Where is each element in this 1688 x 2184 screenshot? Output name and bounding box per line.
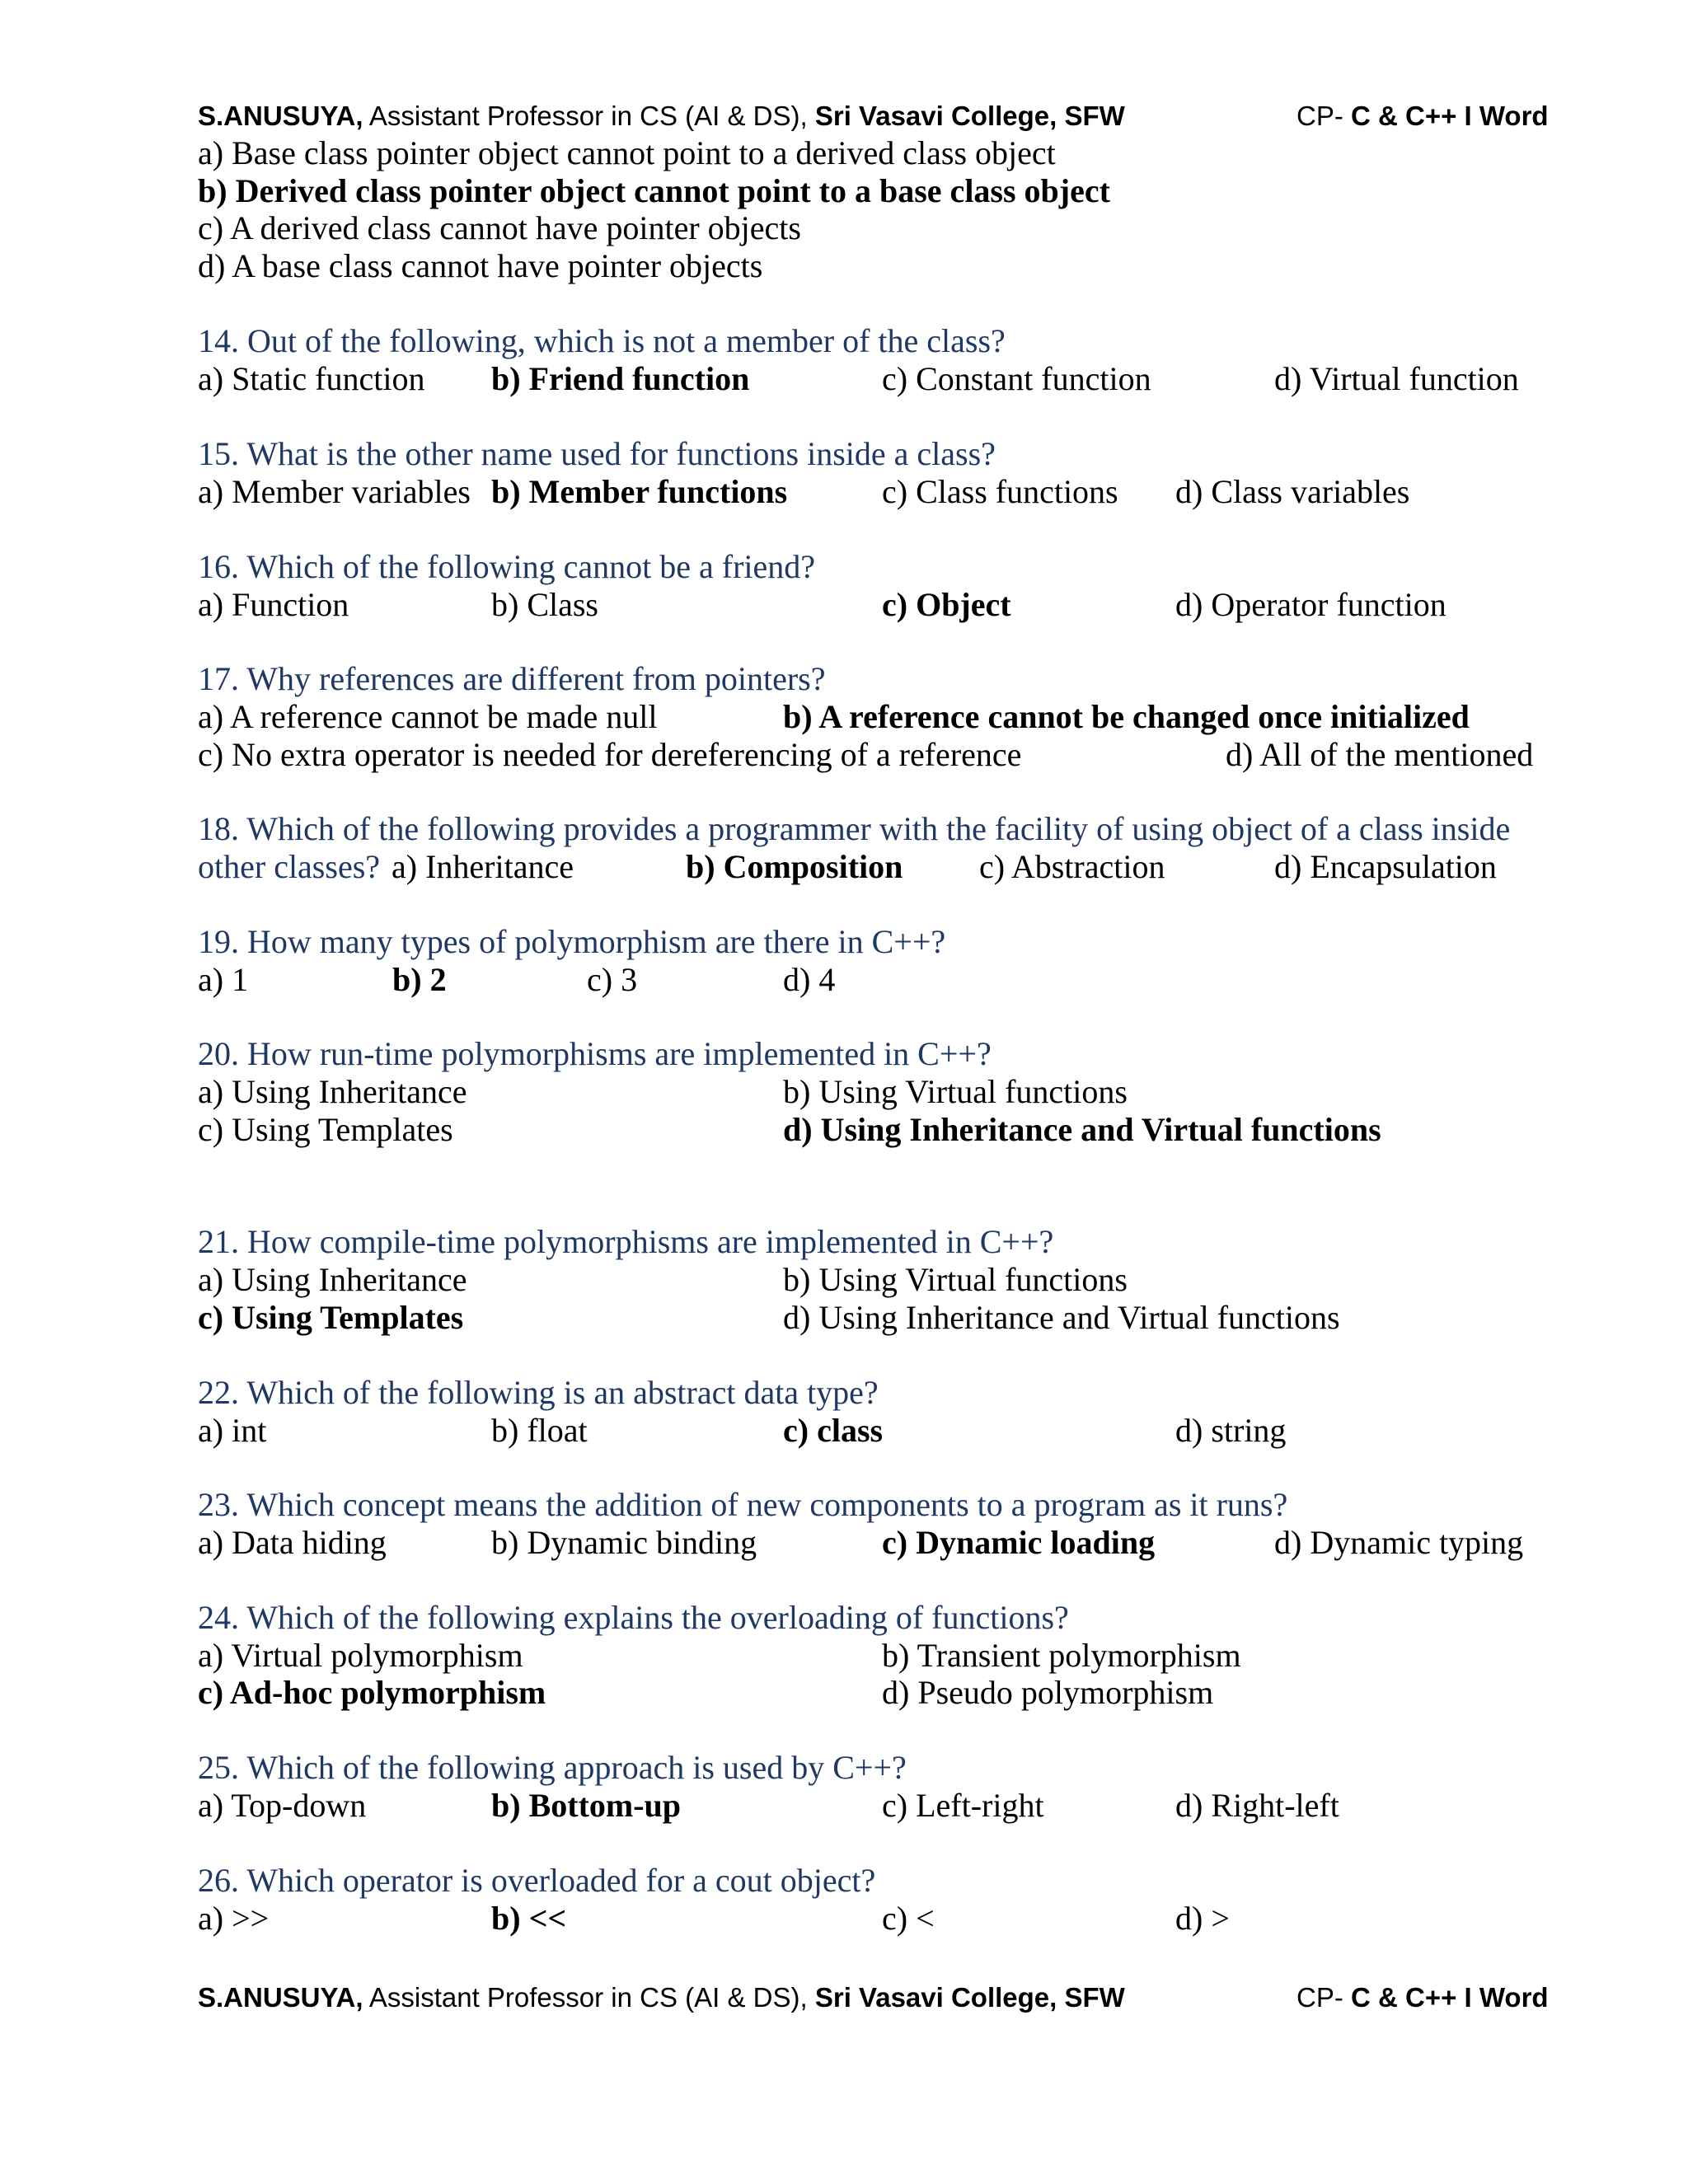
footer-author-name: S.ANUSUYA, <box>198 1982 363 2013</box>
q26-option-d: d) > <box>1175 1900 1230 1937</box>
q26-option-a: a) >> <box>198 1900 270 1937</box>
q26-option-b-answer: b) << <box>491 1900 567 1937</box>
q24-option-d: d) Pseudo polymorphism <box>882 1674 1214 1711</box>
q13-option-a: a) Base class pointer object cannot point to a derived class object <box>198 134 1056 171</box>
q18-option-d: d) Encapsulation <box>1274 848 1497 885</box>
q18-option-a: a) Inheritance <box>392 848 574 885</box>
q23-option-c-answer: c) Dynamic loading <box>882 1524 1156 1561</box>
course-label: CP- C & C++ I Word <box>1296 101 1549 131</box>
page-header <box>198 101 1125 132</box>
q18-question-line2: other classes? <box>198 848 381 885</box>
q19-option-a: a) 1 <box>198 961 249 998</box>
q18-question-line1: 18. Which of the following provides a programmer with the facility of using object of a class inside <box>198 810 1511 847</box>
q16-option-c-answer: c) Object <box>882 586 1011 623</box>
q15-option-b-answer: b) Member functions <box>491 473 788 510</box>
q15-option-a: a) Member variables <box>198 473 471 510</box>
q22-option-b: b) float <box>491 1412 588 1449</box>
footer-course-label: CP- C & C++ I Word <box>1296 1982 1549 2013</box>
q18-option-b-answer: b) Composition <box>686 848 903 885</box>
q16-question: 16. Which of the following cannot be a friend? <box>198 548 816 585</box>
q14-option-c: c) Constant function <box>882 360 1151 397</box>
q19-option-c: c) 3 <box>587 961 638 998</box>
q16-option-a: a) Function <box>198 586 349 623</box>
q22-option-d: d) string <box>1175 1412 1287 1449</box>
q17-option-b-answer: b) A reference cannot be changed once initialized <box>783 698 1470 735</box>
q23-option-b: b) Dynamic binding <box>491 1524 757 1561</box>
q23-question: 23. Which concept means the addition of new components to a program as it runs? <box>198 1486 1288 1523</box>
q23-option-d: d) Dynamic typing <box>1274 1524 1524 1561</box>
q13-option-d: d) A base class cannot have pointer objects <box>198 247 763 284</box>
q17-option-d: d) All of the mentioned <box>1226 736 1534 773</box>
q25-option-b-answer: b) Bottom-up <box>491 1787 682 1824</box>
q20-option-d-answer: d) Using Inheritance and Virtual functions <box>783 1111 1381 1148</box>
footer-author-role: Assistant Professor in CS (AI & DS), <box>363 1982 815 2013</box>
q13-option-c: c) A derived class cannot have pointer objects <box>198 209 801 246</box>
q25-option-a: a) Top-down <box>198 1787 367 1824</box>
q21-question: 21. How compile-time polymorphisms are implemented in C++? <box>198 1223 1054 1260</box>
q20-question: 20. How run-time polymorphisms are implemented in C++? <box>198 1035 992 1072</box>
author-name: S.ANUSUYA, <box>198 101 363 131</box>
q17-question: 17. Why references are different from pointers? <box>198 660 826 697</box>
q21-option-c-answer: c) Using Templates <box>198 1299 464 1336</box>
college-name: Sri Vasavi College, SFW <box>814 101 1125 131</box>
q17-option-a: a) A reference cannot be made null <box>198 698 658 735</box>
q14-question: 14. Out of the following, which is not a member of the class? <box>198 322 1006 359</box>
q21-option-a: a) Using Inheritance <box>198 1261 467 1298</box>
q24-option-b: b) Transient polymorphism <box>882 1637 1241 1674</box>
q20-option-b: b) Using Virtual functions <box>783 1073 1128 1110</box>
q16-option-d: d) Operator function <box>1175 586 1447 623</box>
q20-option-c: c) Using Templates <box>198 1111 453 1148</box>
q24-option-c-answer: c) Ad-hoc polymorphism <box>198 1674 546 1711</box>
q19-question: 19. How many types of polymorphism are there in C++? <box>198 923 946 960</box>
q20-option-a: a) Using Inheritance <box>198 1073 467 1110</box>
q16-option-b: b) Class <box>491 586 598 623</box>
q26-option-c: c) < <box>882 1900 935 1937</box>
q24-option-a: a) Virtual polymorphism <box>198 1637 523 1674</box>
footer-college-name: Sri Vasavi College, SFW <box>814 1982 1125 2013</box>
q19-option-d: d) 4 <box>783 961 836 998</box>
page-footer <box>198 1982 1125 2013</box>
q25-question: 25. Which of the following approach is used by C++? <box>198 1749 907 1786</box>
q23-option-a: a) Data hiding <box>198 1524 387 1561</box>
q21-option-b: b) Using Virtual functions <box>783 1261 1128 1298</box>
q25-option-d: d) Right-left <box>1175 1787 1339 1824</box>
q22-question: 22. Which of the following is an abstract data type? <box>198 1374 879 1411</box>
q24-question: 24. Which of the following explains the overloading of functions? <box>198 1599 1069 1636</box>
q19-option-b-answer: b) 2 <box>392 961 447 998</box>
q21-option-d: d) Using Inheritance and Virtual functions <box>783 1299 1340 1336</box>
q14-option-d: d) Virtual function <box>1274 360 1519 397</box>
q13-option-b-answer: b) Derived class pointer object cannot point to a base class object <box>198 172 1110 209</box>
q25-option-c: c) Left-right <box>882 1787 1044 1824</box>
q22-option-a: a) int <box>198 1412 267 1449</box>
q26-question: 26. Which operator is overloaded for a cout object? <box>198 1862 876 1899</box>
q14-option-a: a) Static function <box>198 360 425 397</box>
q15-option-d: d) Class variables <box>1175 473 1410 510</box>
author-role: Assistant Professor in CS (AI & DS), <box>363 101 815 131</box>
q22-option-c-answer: c) class <box>783 1412 884 1449</box>
q17-option-c: c) No extra operator is needed for dereferencing of a reference <box>198 736 1022 773</box>
q15-option-c: c) Class functions <box>882 473 1118 510</box>
q14-option-b-answer: b) Friend function <box>491 360 750 397</box>
q18-option-c: c) Abstraction <box>979 848 1165 885</box>
q15-question: 15. What is the other name used for functions inside a class? <box>198 435 996 472</box>
